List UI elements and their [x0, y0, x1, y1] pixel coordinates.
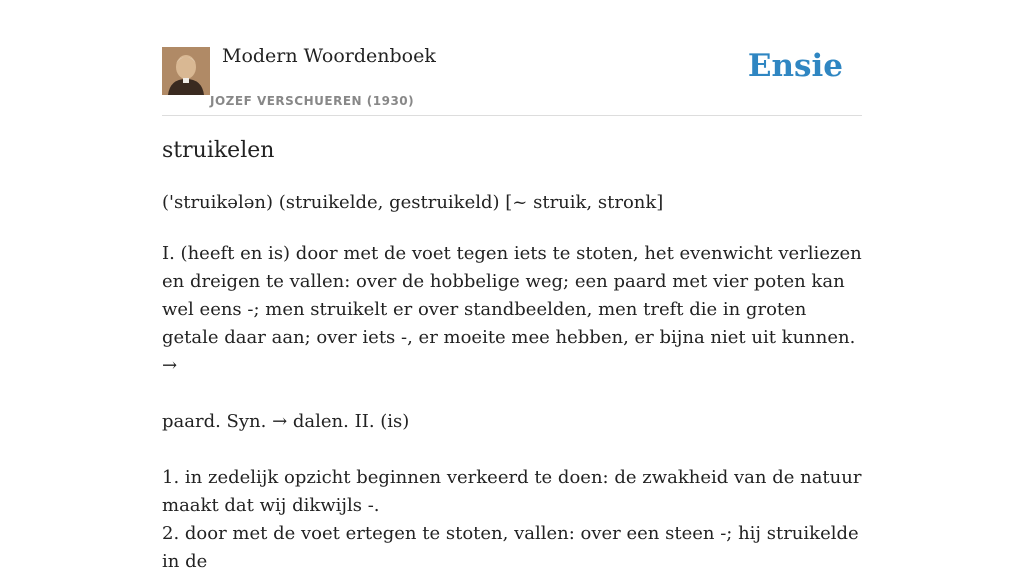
brand-logo[interactable]: Ensie	[747, 48, 843, 84]
definition-sense: 1. in zedelijk opzicht beginnen verkeerd te doen: de zwakheid van de natuur maakt dat wij dikwijls -.	[162, 467, 862, 516]
author-avatar[interactable]	[162, 47, 210, 95]
definition-paragraph: I. (heeft en is) door met de voet tegen iets te stoten, het evenwicht verliezen en dreigen te vallen: over de hobbelige weg; een paard met vier poten kan wel eens -; men struikelt er over standbeelden, men treft die in groten getale daar aan; over iets -, er moeite mee hebben, er bijna niet uit kunnen. →	[162, 243, 862, 376]
paragraph-gap	[162, 436, 862, 464]
definition-paragraph: paard. Syn. → dalen. II. (is)	[162, 411, 410, 432]
source-author: JOZEF VERSCHUEREN (1930)	[210, 94, 415, 108]
definition-sense: 2. door met de voet ertegen te stoten, vallen: over een steen -; hij struikelde in de	[162, 523, 859, 572]
entry-pronunciation: ('struikələn) (struikelde, gestruikeld) [~ struik, stronk]	[162, 192, 664, 213]
entry-term: struikelen	[162, 138, 275, 163]
entry-definition	[162, 240, 862, 576]
paragraph-gap	[162, 380, 862, 408]
author-portrait-icon	[162, 47, 210, 95]
entry-header	[162, 0, 862, 116]
entry-container	[162, 0, 862, 572]
source-title[interactable]: Modern Woordenboek	[222, 45, 436, 67]
